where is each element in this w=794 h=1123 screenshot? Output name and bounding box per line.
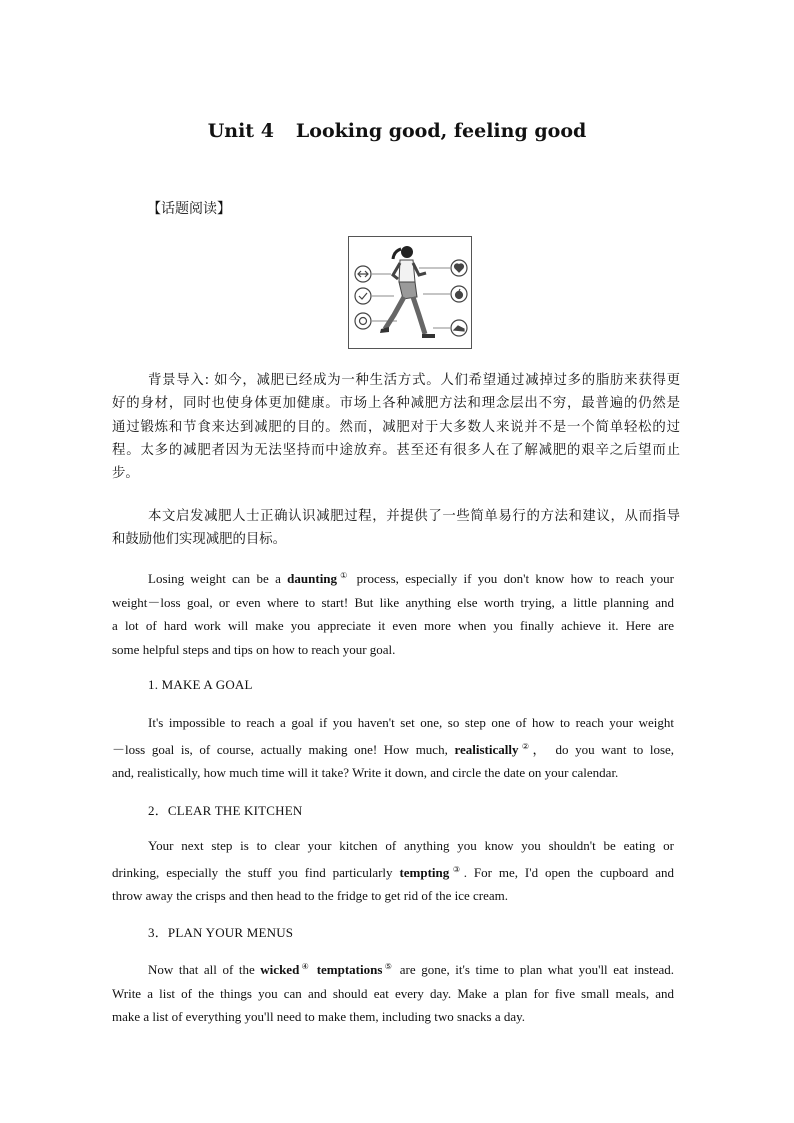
paragraph-line: make a list of everything you'll need to make them, including two snacks a day. xyxy=(112,1009,526,1025)
intro-chinese xyxy=(112,369,680,485)
intro-line: 步。 xyxy=(112,466,139,482)
paragraph-line: and, realistically, how much time will it take? Write it down, and circle the date on your calendar. xyxy=(112,765,619,781)
paragraph-intro xyxy=(112,564,674,662)
paragraph-line: Losing weight can be a daunting① process, especially if you don't know how to reach your xyxy=(148,571,675,586)
apple-icon xyxy=(451,286,467,302)
intro-line: 程。太多的减肥者因为无法坚持而中途放弃。甚至还有很多人在了解减肥的艰辛之后望而止 xyxy=(112,442,680,458)
heart-icon xyxy=(451,260,467,276)
vocab-temptations: temptations xyxy=(316,962,383,977)
arrows-icon xyxy=(355,266,371,282)
vocab-realistically: realistically xyxy=(454,741,519,757)
topic-label: 【话题阅读】 xyxy=(147,201,231,217)
vocab-daunting: daunting xyxy=(287,571,338,586)
illustration-running-woman xyxy=(348,236,472,349)
paragraph-line: weight－loss goal, or even where to start! But like anything else worth trying, a little planning and xyxy=(112,594,674,610)
intro-line: 背景导入: 如今，减肥已经成为一种生活方式。人们希望通过减掉过多的脂肪来获得更 xyxy=(148,373,680,388)
vocab-wicked: wicked xyxy=(260,962,300,977)
paragraph-line: drinking, especially the stuff you find particularly tempting③. For me, I'd open the cupboard and xyxy=(112,864,674,880)
runner-figure xyxy=(380,246,435,338)
section-heading-2: 2．CLEAR THE KITCHEN xyxy=(148,803,303,818)
check-icon xyxy=(355,288,371,304)
paragraph-line: a lot of hard work will make you appreciate it even more when you finally achieve it. Here are xyxy=(112,618,674,634)
unit-name: Looking good, feeling good xyxy=(295,120,587,142)
intro-line: 通过锻炼和节食来达到减肥的目的。然而，减肥对于大多数人来说并不是一个简单轻松的过 xyxy=(112,419,680,435)
page-title xyxy=(0,120,794,142)
paragraph-line: It's impossible to reach a goal if you haven't set one, so step one of how to reach your weight xyxy=(148,715,674,730)
unit-number: Unit 4 xyxy=(207,120,274,142)
shoe-icon xyxy=(451,320,467,336)
paragraph-line: Now that all of the wicked④ temptations⑤ are gone, it's time to plan what you'll eat instead. xyxy=(148,962,675,977)
summary-line: 和鼓励他们实现减肥的目标。 xyxy=(112,532,287,548)
section-heading-1: 1. MAKE A GOAL xyxy=(148,677,253,692)
paragraph-line: －loss goal is, of course, actually making one! How much, realistically②， do you want to lose, xyxy=(112,741,675,757)
intro-line: 好的身材，同时也使身体更加健康。市场上各种减肥方法和理念层出不穷，最普遍的仍然是 xyxy=(112,396,680,412)
paragraph-line: throw away the crisps and then head to the fridge to get rid of the ice cream. xyxy=(112,888,508,904)
paragraph-make-goal xyxy=(112,711,674,785)
summary-line: 本文启发减肥人士正确认识减肥过程，并提供了一些简单易行的方法和建议，从而指导 xyxy=(148,509,680,524)
summary-chinese xyxy=(112,505,680,552)
paragraph-line: some helpful steps and tips on how to reach your goal. xyxy=(112,642,396,658)
paragraph-clear-kitchen xyxy=(112,834,674,908)
section-heading-3: 3．PLAN YOUR MENUS xyxy=(148,925,294,940)
paragraph-plan-menus xyxy=(112,955,674,1029)
vocab-tempting: tempting xyxy=(399,864,450,880)
paragraph-line: Your next step is to clear your kitchen of anything you know you shouldn't be eating or xyxy=(148,838,674,853)
paragraph-line: Write a list of the things you can and should eat every day. Make a plan for five small meals, and xyxy=(112,985,674,1001)
target-icon xyxy=(355,313,371,329)
